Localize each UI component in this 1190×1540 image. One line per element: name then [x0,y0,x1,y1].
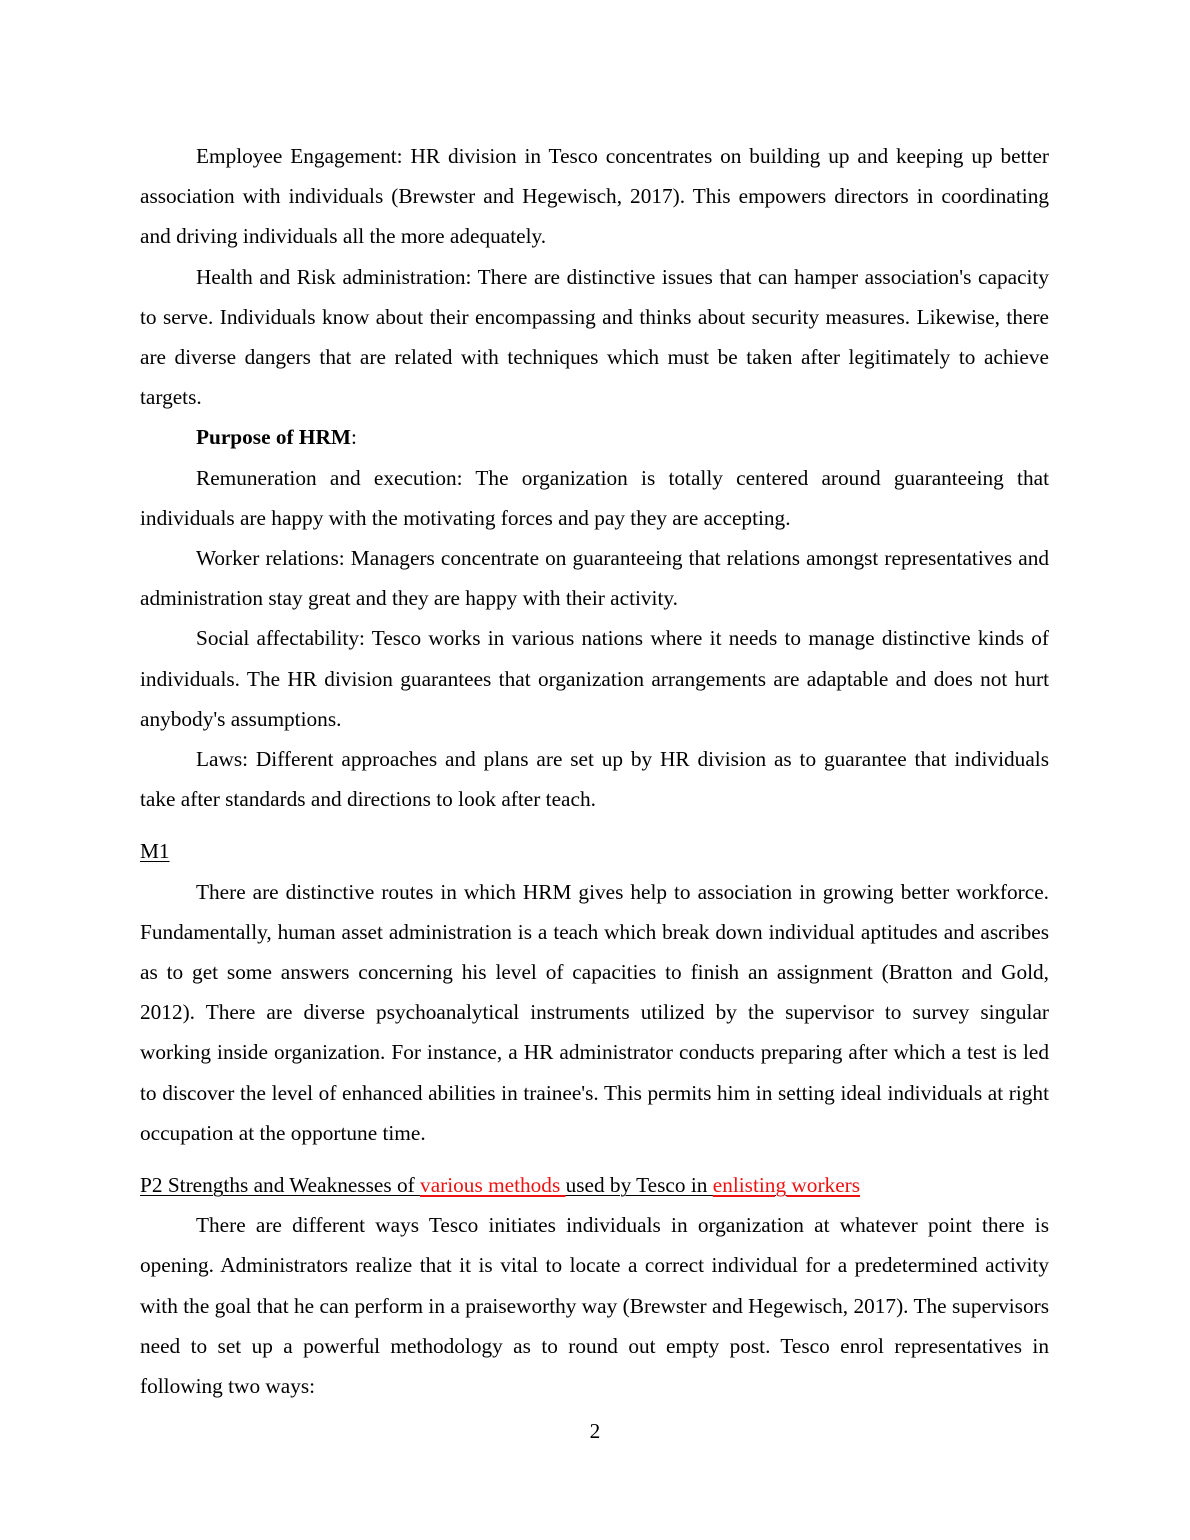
m1-heading: M1 [140,839,170,864]
purpose-heading-bold-text: Purpose of HRM [196,425,351,450]
p2-heading-highlight-enlisting-workers: enlisting workers [712,1173,861,1198]
paragraph-worker-relations: Worker relations: Managers concentrate on guaranteeing that relations amongst representatives and administration stay great and they are happy with their activity. [140,546,1049,611]
paragraph-health-risk: Health and Risk administration: There are distinctive issues that can hamper association's capacity to serve. Individuals know about their encompassing and thinks about security measures. Likewise, there are diverse dangers that are related with techniques which must be taken after legitimately to achieve targets. [140,264,1049,410]
purpose-heading-colon: : [350,425,357,450]
paragraph-laws: Laws: Different approaches and plans are set up by HR division as to guarantee that individuals take after standards and directions to look after teach. [140,747,1049,812]
paragraph-remuneration: Remuneration and execution: The organization is totally centered around guaranteeing that individuals are happy with the motivating forces and pay they are accepting. [140,465,1049,530]
paragraph-p2-body: There are different ways Tesco initiates individuals in organization at whatever point there is opening. Administrators realize that it is vital to locate a correct individual for a predetermined activity with the goal that he can perform in a praiseworthy way (Brewster and Hegewisch, 2017). The supervisors need to set up a powerful methodology as to round out empty post. Tesco enrol representatives in following two ways: [140,1213,1049,1399]
p2-heading-part3: used by Tesco in [565,1173,713,1198]
p2-heading-part1: P2 Strengths and Weaknesses of [140,1173,421,1198]
p2-heading-highlight-various-methods: various methods [420,1173,566,1198]
paragraph-employee-engagement: Employee Engagement: HR division in Tesco concentrates on building up and keeping up better association with individuals (Brewster and Hegewisch, 2017). This empowers directors in coordinating and driving individuals all the more adequately. [140,144,1049,249]
purpose-of-hrm-heading [140,417,1049,457]
document-body [140,136,1049,1406]
paragraph-m1-body: There are distinctive routes in which HRM gives help to association in growing better workforce. Fundamentally, human asset administration is a teach which break down individual aptitudes and ascribes as to get some answers concerning his level of capacities to finish an assignment (Bratton and Gold, 2012). There are diverse psychoanalytical instruments utilized by the supervisor to survey singular working inside organization. For instance, a HR administrator conducts preparing after which a test is led to discover the level of enhanced abilities in trainee's. This permits him in setting ideal individuals at right occupation at the opportune time. [140,879,1049,1145]
page-number: 2 [589,1419,601,1443]
p2-heading [140,1165,1049,1205]
paragraph-social-affectability: Social affectability: Tesco works in various nations where it needs to manage distinctive kinds of individuals. The HR division guarantees that organization arrangements are adaptable and does not hurt anybody's assumptions. [140,626,1049,731]
